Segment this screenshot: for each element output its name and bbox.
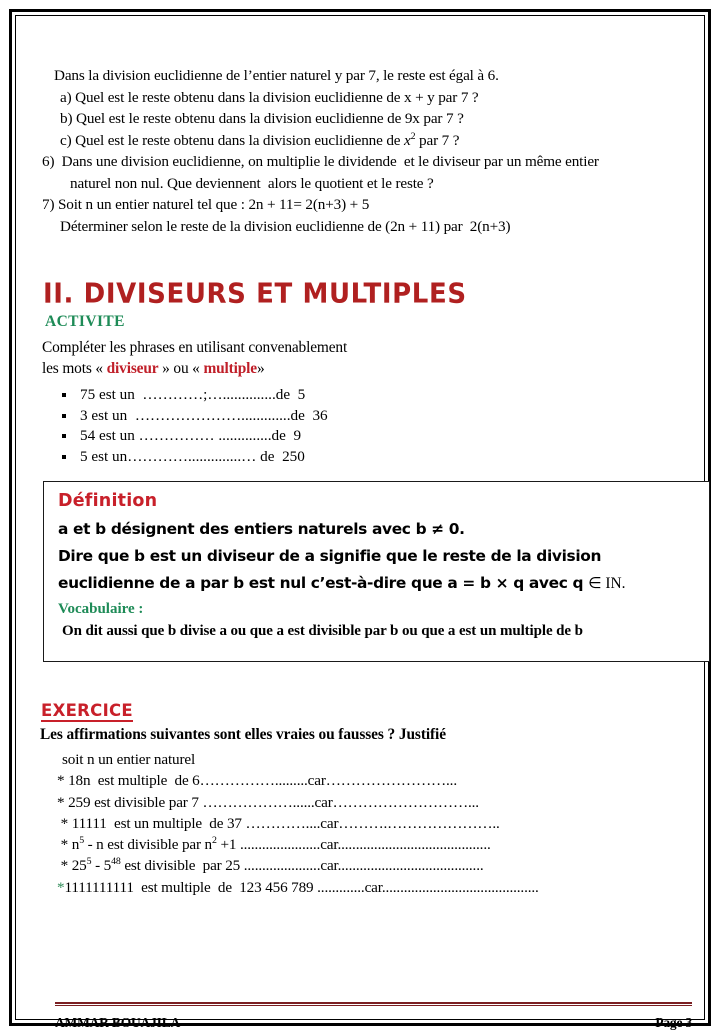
- exercise-question-b: b) Quel est le reste obtenu dans la division euclidienne de 9x par 7 ?: [60, 110, 464, 127]
- list-item: [40, 877, 690, 898]
- item-statement: * 11111 est un multiple de 37: [57, 814, 246, 832]
- exercise-question-a: a) Quel est le reste obtenu dans la division euclidienne de x + y par 7 ?: [60, 88, 479, 106]
- footer-divider: [55, 1002, 692, 1006]
- keyword-diviseur: diviseur: [106, 360, 159, 377]
- exercise-intro-line: Dans la division euclidienne de l’entier naturel y par 7, le reste est égal à 6.: [54, 67, 499, 84]
- page-frame: [9, 9, 711, 1030]
- item-car-label: car: [320, 857, 338, 875]
- section-title: II. DIVISEURS ET MULTIPLES: [43, 278, 467, 310]
- item-dots-2: ……….…………………..: [338, 814, 500, 832]
- item-statement-a: * n: [57, 836, 80, 854]
- list-item: 5 est un…………..............… de 250: [60, 447, 460, 468]
- item-statement-b: - 5: [91, 857, 112, 875]
- item-exponent-b: 48: [111, 856, 121, 868]
- item-dots-1: .............: [317, 878, 365, 896]
- item-statement-c: +1: [216, 836, 240, 854]
- exercice-preamble: soit n un entier naturel: [62, 751, 196, 768]
- list-item: [40, 855, 690, 876]
- item-statement-a: * 25: [57, 857, 87, 875]
- exercise-question-6-line1: 6) Dans une division euclidienne, on multiplie le dividende et le diviseur par un même entier: [42, 153, 599, 170]
- item-dots-2: ………………………...: [332, 793, 479, 811]
- item-dots-2: ……………………...: [325, 772, 457, 790]
- list-item: 3 est un ………………….............de 36: [60, 406, 460, 427]
- page-frame-inner: [15, 15, 705, 1030]
- exercise-question-7-line1: 7) Soit n un entier naturel tel que : 2n + 11= 2(n+3) + 5: [42, 196, 370, 213]
- definition-title: Définition: [58, 491, 158, 511]
- footer-author: AMMAR BOUAJILA: [55, 1015, 181, 1030]
- activite-label: ACTIVITE: [45, 313, 125, 330]
- activity-instruction-line2: [42, 358, 662, 379]
- exercise-question-6-line2: naturel non nul. Que deviennent alors le quotient et le reste ?: [70, 174, 434, 192]
- page-content: [16, 16, 704, 1030]
- item-dots-2: ...........................................: [381, 878, 539, 896]
- list-item: [40, 813, 690, 834]
- activity-bullet-list: [60, 385, 460, 467]
- top-exercises-block: [42, 65, 702, 237]
- vocabulaire-text: On dit aussi que b divise a ou que a est divisible par b ou que a est un multiple de b: [62, 623, 583, 639]
- item-dots-2: ........................................: [337, 857, 484, 875]
- item-dots-1: ......................: [239, 836, 321, 854]
- footer: [55, 1015, 692, 1031]
- activity-instruction-line1: Compléter les phrases en utilisant convenablement: [42, 339, 348, 356]
- footer-page-number: Page 3: [655, 1015, 692, 1030]
- exercise-question-7-line2: Déterminer selon le reste de la division euclidienne de (2n + 11) par 2(n+3): [60, 217, 511, 235]
- question-c-variable: x: [404, 131, 411, 149]
- exercice-heading: EXERCICE: [41, 701, 133, 720]
- item-statement-b: - n est divisible par n: [83, 836, 212, 854]
- item-exponent-b: 2: [212, 835, 217, 847]
- list-item: [40, 834, 690, 855]
- exercise-question-c: [42, 130, 702, 152]
- list-item: 54 est un …………… ..............de 9: [60, 426, 460, 447]
- item-car-label: car: [320, 814, 339, 832]
- definition-box: [43, 481, 710, 662]
- instruction-suffix: »: [256, 360, 265, 377]
- question-c-prefix: c) Quel est le reste obtenu dans la division euclidienne de: [60, 131, 404, 149]
- activity-instructions: [42, 337, 662, 379]
- definition-line-3-text: euclidienne de a par b est nul c’est-à-dire que a = b × q avec q: [58, 574, 589, 592]
- question-c-exponent: 2: [410, 130, 416, 142]
- definition-line-3: [58, 570, 699, 597]
- item-dots-1: …………....: [245, 814, 321, 832]
- item-car-label: car: [320, 836, 338, 854]
- keyword-multiple: multiple: [203, 360, 257, 377]
- item-dots-1: …………….........: [199, 772, 308, 790]
- list-item: [40, 770, 690, 791]
- question-c-suffix: par 7 ?: [415, 131, 460, 149]
- item-statement: 1111111111 est multiple de 123 456 789: [64, 878, 318, 896]
- item-statement: * 18n est multiple de 6: [57, 772, 200, 790]
- item-dots-2: ..........................................: [337, 836, 491, 854]
- item-dots-1: ………………......: [202, 793, 315, 811]
- item-star-marker: *: [57, 878, 65, 896]
- list-item: 75 est un …………;…..............de 5: [60, 385, 460, 406]
- definition-set-symbol: ∈ IN.: [588, 575, 626, 592]
- item-dots-1: .....................: [243, 857, 321, 875]
- vocabulaire-label: Vocabulaire :: [58, 601, 144, 617]
- exercice-items: [40, 749, 690, 898]
- exercice-question: Les affirmations suivantes sont elles vraies ou fausses ? Justifié: [40, 726, 446, 743]
- instruction-prefix: les mots «: [42, 360, 107, 377]
- definition-line-2: Dire que b est un diviseur de a signifie que le reste de la division: [58, 547, 602, 565]
- list-item: [40, 792, 690, 813]
- instruction-middle: » ou «: [158, 360, 204, 377]
- item-car-label: car: [307, 772, 326, 790]
- item-statement: * 259 est divisible par 7: [57, 793, 203, 811]
- item-exponent-a: 5: [86, 856, 92, 868]
- item-car-label: car: [364, 878, 382, 896]
- item-statement-c: est divisible par 25: [120, 857, 244, 875]
- definition-line-1: a et b désignent des entiers naturels avec b ≠ 0.: [58, 520, 465, 538]
- item-car-label: car: [314, 793, 333, 811]
- item-exponent-a: 5: [79, 835, 84, 847]
